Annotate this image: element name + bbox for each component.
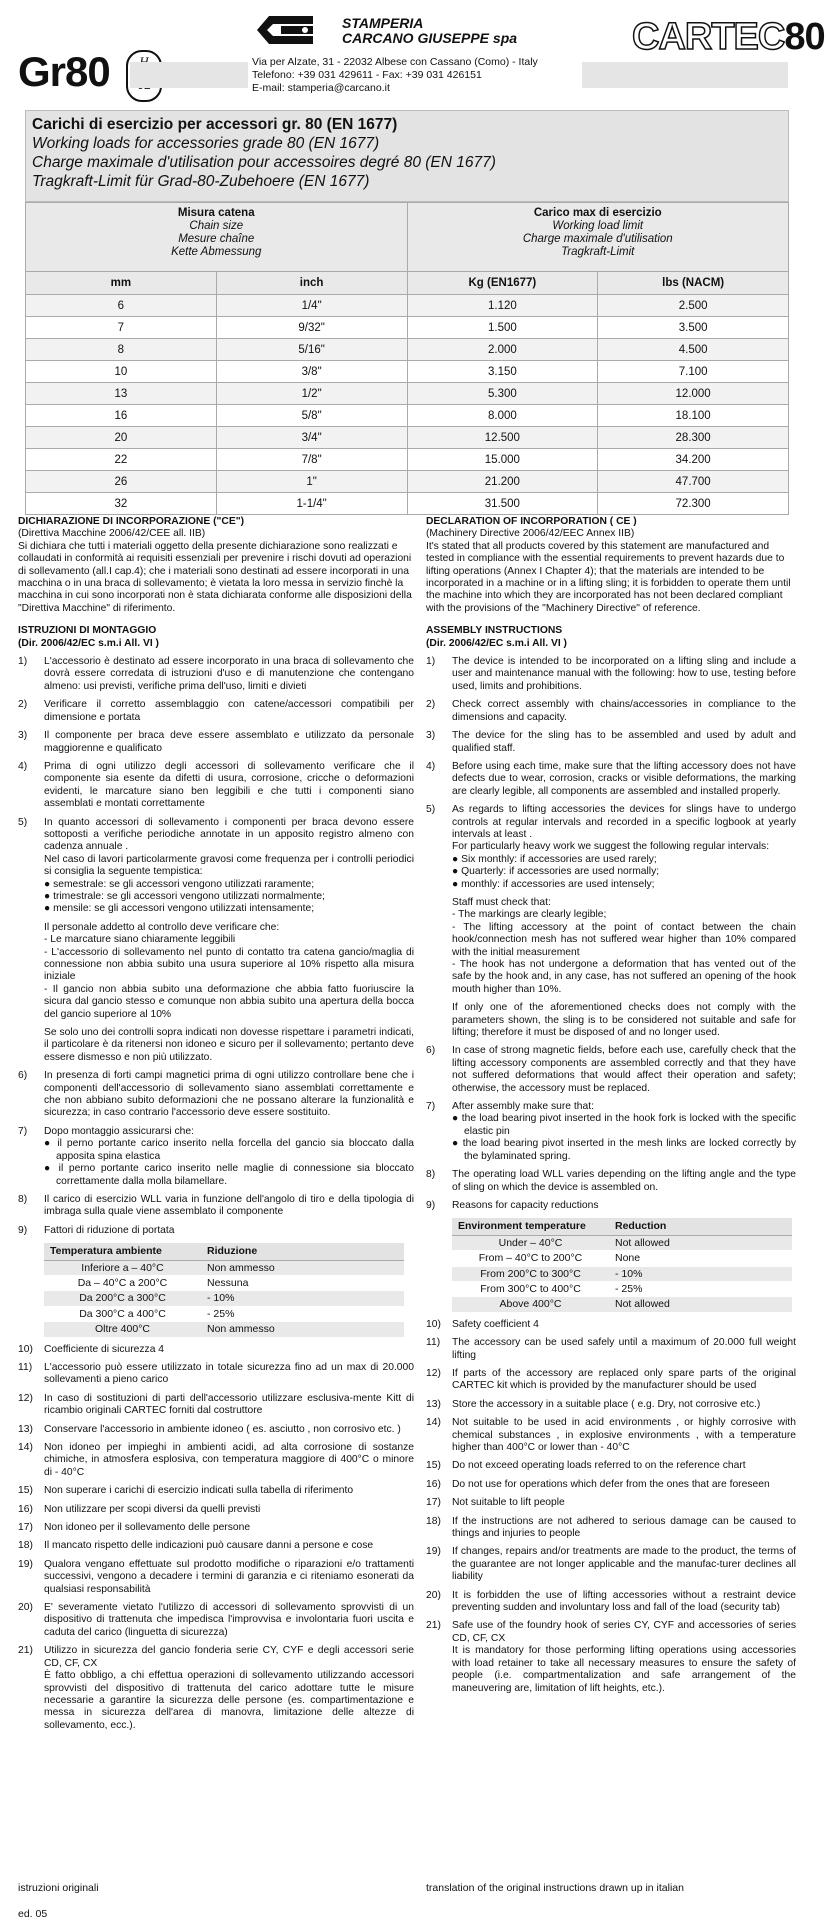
reduction-row: Da 300°C a 400°C - 25% (44, 1306, 404, 1321)
table-cell: 6 (26, 295, 217, 317)
italian-column: DICHIARAZIONE DI INCORPORAZIONE ("CE") (Direttiva Macchine 2006/42/CEE all. IIB) Si dichiara che tutti i materiali oggetto della presente dichiarazione sono realizzati e collaudati in conformità ai requisiti essenziali per prevenire i rischi dovuti ad operazioni di sollevamento (all.I cap.4); che i materiali sono destinati ad essere incorporati in una macchina o in una braca di sollevamento; è vietata la loro messa in servizio finchè la macchina in cui sono incorporati non è stata dichiarata conforme alle disposizioni della "Direttiva Macchine" di riferimento. ISTRUZIONI DI MONTAGGIO (Dir. 2006/42/EC s.m.i All. VI ) 1) L'accessorio è destinato ad essere incorporato in una braca di sollevamento che dovrà essere corredata di istruzioni d'uso e di manutenzione che contengano almeno: usi previsti, verifiche prima dell'uso, limiti e divieti 2) Verificare il corretto assemblaggio con catene/accessori compatibili per dimensione e portata 3) Il componente per braca deve essere assemblato e utilizzato da personale maggiorenne e qualificato 4) Prima di ogni utilizzo degli accessori di sollevamento verificare che il componente sia esente da difetti di usura, corrosione, cricche o deformazioni evidenti, le marcature siano ben leggibili e che tutti i componenti siano assemblati e montati correttamente 5) In quanto accessori di sollevamento i componenti per braca devono essere sottoposti a verifiche periodiche annotate in un apposito registro almeno con cadenza annuale . Nel caso di lavori particolarmente gravosi come frequenza per i controlli periodici si consiglia la seguente tempistica: ● semestrale: se gli accessori vengono utilizzati raramente; ● trimestrale: se gli accessori vengono utilizzati normalmente; ● mensile: se gli accessori vengono utilizzati intensamente; Il personale addetto al controllo deve verificare che: - Le marcature siano chiaramente leggibili - L'accessorio di sollevamento nel punto di contatto tra catena gancio/maglia di connessione non abbia subito una usura superiore al 10% rispetto alla misura iniziale - Il gancio non abbia subito una deformazione che abbia fatto fuoriuscire la sicura dal gancio stesso e comunque non abbia subito una apertura della bocca del gancio superiore al 10% Se solo uno dei controlli sopra indicati non dovesse rispettare i parametri indicati, il particolare è da ritenersi non idoneo e sicuro per il sollevamento; pertanto deve essere dismesso e non più utilizzato. 6) In presenza di forti campi magnetici prima di ogni utilizzo controllare bene che i componenti dell'accessorio di sollevamento siano assemblati correttamente e che non abbiano subito deformazioni che ne possano alterare la funzionalità e sicurezza; in caso contrario l'accessorio deve essere sostituito. 7) Dopo montaggio assicurarsi che: ● il perno portante carico inserito nella forcella del gancio sia bloccato dalla apposita spina elastica ● il perno portante carico inserito nelle maglie di connessione sia bloccato correttamente dalla molla bilamellare. 8) Il carico di esercizio WLL varia in funzione dell'angolo di tiro e della tipologia di imbraga sulla quale viene assemblato il componente 9) Fattori di riduzione di portata Temperatura ambiente Riduzione Inferiore a – 40°C Non ammesso Da – 40°C a 200°C Nessuna Da 200°C a 300°C - 10% Da 300°C a 400°C - 25% Oltre 400°C Non ammesso 10) Coefficiente di sicurezza 4 11) L'accessorio può essere utilizzato in totale sicurezza fino ad un max di 20.000 sollevamenti a pieno carico 12) In caso di sostituzioni di parti dell'accessorio utilizzare esclusiva-mente Kitt di ricambio originali CARTEC forniti dal costruttore 13) Conservare l'accessorio in ambiente idoneo ( es. asciutto , non corrosivo etc. ) 14) Non idoneo per impieghi in ambienti acidi, ad alta corrosione di sostanze chimiche, in atmosfera esplosiva, con temperatura maggiore di 400°C o minore di - 40°C 15) Non superare i carichi di esercizio indicati sulla tabella di riferimento 16) Non utilizzare per scopi diversi da quelli previsti 17) Non idoneo per il sollevamento delle persone 18) Il mancato rispetto delle indicazioni può causare danni a persone e cose 19) Qualora vengano effettuate sul prodotto modifiche o riparazioni e/o trattamenti successivi, vengono a decadere i termini di garanzia e ci riteniamo esonerati da qualsiasi responsabilità 20) E' severamente vietato l'utilizzo di accessori di sollevamento sprovvisti di un dispositivo di trattenuta che impedisca l'improvvisa e involontaria fuori uscita e caduta del carico (linguetta di sicurezza) 21) Utilizzo in sicurezza del gancio fonderia serie CY, CYF e degli accessori serie CD, CF, CX È fatto obbligo, a chi effettua operazioni di sollevamento utilizzando accessori sprovvisti del dispositivo di trattenuta del carico adottare tutte le misure necessarie a garantire la sicurezza delle persone (es. compartimentazione e messa in sicurezza dell'area di manovra, limitazione delle altezze di sollevamento, ecc.). (18, 516, 414, 1731)
table-cell: 5/8" (216, 405, 407, 427)
company-logo-icon (255, 14, 315, 46)
brand-logo: CARTEC80 (632, 16, 825, 58)
table-cell: 28.300 (598, 427, 789, 449)
table-cell: 34.200 (598, 449, 789, 471)
reduction-row: Under – 40°C Not allowed (452, 1235, 792, 1250)
table-cell: 1/4" (216, 295, 407, 317)
table-row (26, 493, 789, 515)
table-cell: 3/4" (216, 427, 407, 449)
header-bar-right (582, 62, 788, 88)
header-bar-left (130, 62, 248, 88)
col-inch: inch (216, 272, 407, 295)
reduction-row: Da 200°C a 300°C - 10% (44, 1291, 404, 1306)
table-cell: 3.150 (407, 361, 598, 383)
table-cell: 15.000 (407, 449, 598, 471)
table-cell: 5/16" (216, 339, 407, 361)
table-cell: 12.000 (598, 383, 789, 405)
table-cell: 1" (216, 471, 407, 493)
table-row (26, 295, 789, 317)
table-cell: 8.000 (407, 405, 598, 427)
footer-original: istruzioni originali (18, 1882, 99, 1894)
table-cell: 12.500 (407, 427, 598, 449)
reduction-row: Inferiore a – 40°C Non ammesso (44, 1260, 404, 1275)
table-cell: 21.200 (407, 471, 598, 493)
table-cell: 1.120 (407, 295, 598, 317)
table-cell: 2.000 (407, 339, 598, 361)
table-cell: 5.300 (407, 383, 598, 405)
table-cell: 8 (26, 339, 217, 361)
reduction-row: From – 40°C to 200°C None (452, 1251, 792, 1266)
col-mm: mm (26, 272, 217, 295)
table-row (26, 427, 789, 449)
table-row (26, 405, 789, 427)
table-cell: 10 (26, 361, 217, 383)
model-code: Gr80 (18, 48, 110, 95)
company-name: STAMPERIA CARCANO GIUSEPPE spa (342, 15, 518, 46)
table-cell: 7/8" (216, 449, 407, 471)
table-row (26, 339, 789, 361)
col-kg: Kg (EN1677) (407, 272, 598, 295)
reduction-row: From 200°C to 300°C - 10% (452, 1266, 792, 1281)
table-cell: 16 (26, 405, 217, 427)
table-cell: 9/32" (216, 317, 407, 339)
english-column: DECLARATION OF INCORPORATION ( CE ) (Machinery Directive 2006/42/EEC Annex IIB) It's stated that all products covered by this statement are manufactured and tested in compliance with the essential requirements to prevent hazards due to lifting operations (Annex I Chapter 4); that the materials are intended to be incorporated in a machine or in a lifting sling; it is forbidden to operate them until the machine into which they are incorporated has not been declared compliant with the provisions of the "Machinery Directive" of reference. ASSEMBLY INSTRUCTIONS (Dir. 2006/42/EC s.m.i All. VI ) 1) The device is intended to be incorporated on a lifting sling and include a user and maintenance manual with the following: how to use, testing before used, limits and prohibitions. 2) Check correct assembly with chains/accessories in compliance to the dimensions and capacity. 3) The device for the sling has to be assembled and used by adult and qualified staff. 4) Before using each time, make sure that the lifting accessory does not have defects due to wear, corrosion, cracks or visible deformations, the marking are clearly legible, all components are assembled and installed properly. 5) As regards to lifting accessories the devices for slings have to undergo controls at regular intervals and recorded in a specific logbook at yearly intervals at least . For particularly heavy work we suggest the following regular intervals: ● Six monthly: if accessories are used rarely; ● Quarterly: if accessories are used normally; ● monthly: if accessories are used intensely; Staff must check that: - The markings are clearly legible; - The lifting accessory at the point of contact between the chain hook/connection mesh has not suffered wear higher than 10% compared with the initial measurement - The hook has not undergone a deformation that has vented out of the safe by the hook and, in any case, has not suffered an opening of the hook mouth higher than 10%. If only one of the aforementioned checks does not comply with the parameters shown, the sling is to be considered not suitable and safe for lifting; therefore it must be disposed of and no longer used. 6) In case of strong magnetic fields, before each use, carefully check that the lifting accessory components are assembled correctly and that they have not suffered deformations that would affect their operation and safety; otherwise, the accessory must be replaced. 7) After assembly make sure that: ● the load bearing pivot inserted in the hook fork is locked with the specific elastic pin ● the load bearing pivot inserted in the mesh links are locked correctly by the bylaminated spring. 8) The operating load WLL varies depending on the lifting angle and the type of sling on which the device is assembled on. 9) Reasons for capacity reductions Environment temperature Reduction Under – 40°C Not allowed From – 40°C to 200°C None From 200°C to 300°C - 10% From 300°C to 400°C - 25% Above 400°C Not allowed 10) Safety coefficient 4 11) The accessory can be used safely until a maximum of 20.000 full weight lifting 12) If parts of the accessory are replaced only spare parts of the original CARTEC kit which is provided by the manufacturer should be used 13) Store the accessory in a suitable place ( e.g. Dry, not corrosive etc.) 14) Not suitable to be used in acid environments , or highly corrosive with chemical substances , in explosive environments , with a temperature higher than 400°C or lower than - 40°C 15) Do not exceed operating loads referred to on the reference chart 16) Do not use for operations which defer from the ones that are foreseen 17) Not suitable to lift people 18) If the instructions are not adhered to serious damage can be caused to things and injuries to people 19) If changes, repairs and/or treatments are made to the product, the terms of the guarantee are not longer applicable and the manufac-turer declines all liability 20) It is forbidden the use of lifting accessories without a restraint device preventing sudden and involuntary loss and fall of the load (security tab) 21) Safe use of the foundry hook of series CY, CYF and accessories of series CD, CF, CX It is mandatory for those performing lifting operations using accessories with load retainer to take all necessary measures to ensure the safety of people (i.e. compartmentalization and safe arrangement of the maneuvering are, limitation of lift heights, etc.). (426, 516, 796, 1694)
col-lbs: lbs (NACM) (598, 272, 789, 295)
table-cell: 1-1/4" (216, 493, 407, 515)
reduction-row: Oltre 400°C Non ammesso (44, 1322, 404, 1337)
table-row (26, 449, 789, 471)
table-cell: 2.500 (598, 295, 789, 317)
reduction-row: From 300°C to 400°C - 25% (452, 1281, 792, 1296)
table-cell: 4.500 (598, 339, 789, 361)
table-cell: 1.500 (407, 317, 598, 339)
table-row (26, 317, 789, 339)
table-cell: 7 (26, 317, 217, 339)
table-cell: 72.300 (598, 493, 789, 515)
table-row (26, 361, 789, 383)
table-cell: 20 (26, 427, 217, 449)
table-cell: 47.700 (598, 471, 789, 493)
table-cell: 3.500 (598, 317, 789, 339)
table-row (26, 471, 789, 493)
footer-translation: translation of the original instructions drawn up in italian (426, 1882, 684, 1894)
table-cell: 31.500 (407, 493, 598, 515)
table-cell: 32 (26, 493, 217, 515)
table-cell: 1/2" (216, 383, 407, 405)
working-load-header: Carico max di esercizio Working load limit Charge maximale d'utilisation Tragkraft-Limit (407, 203, 789, 272)
reduction-row: Above 400°C Not allowed (452, 1297, 792, 1312)
table-cell: 3/8" (216, 361, 407, 383)
table-cell: 7.100 (598, 361, 789, 383)
edition: ed. 05 (18, 1908, 48, 1920)
document-title: Carichi di esercizio per accessori gr. 80 (EN 1677) Working loads for accessories grade 80 (EN 1677) Charge maximale d'utilisation pour accessoires degré 80 (EN 1677) Tragkraft-Limit für Grad-80-Zubehoere (EN 1677) (25, 110, 789, 202)
chain-size-header: Misura catena Chain size Mesure chaîne Kette Abmessung (26, 203, 408, 272)
table-cell: 22 (26, 449, 217, 471)
reduction-row: Da – 40°C a 200°C Nessuna (44, 1275, 404, 1290)
reduction-table-en: Environment temperature Reduction Under – 40°C Not allowed From – 40°C to 200°C None From 200°C to 300°C - 10% From 300°C to 400°C - 25% Above 400°C Not allowed (452, 1218, 792, 1312)
table-row (26, 383, 789, 405)
company-address: Via per Alzate, 31 - 22032 Albese con Cassano (Como) - Italy Telefono: +39 031 429611 - Fax: +39 031 426151 E-mail: stamperia@carcano.it (252, 56, 538, 94)
reduction-table-it: Temperatura ambiente Riduzione Inferiore a – 40°C Non ammesso Da – 40°C a 200°C Nessuna Da 200°C a 300°C - 10% Da 300°C a 400°C - 25% Oltre 400°C Non ammesso (44, 1243, 404, 1337)
working-load-table (25, 202, 789, 515)
table-cell: 18.100 (598, 405, 789, 427)
table-cell: 13 (26, 383, 217, 405)
table-cell: 26 (26, 471, 217, 493)
